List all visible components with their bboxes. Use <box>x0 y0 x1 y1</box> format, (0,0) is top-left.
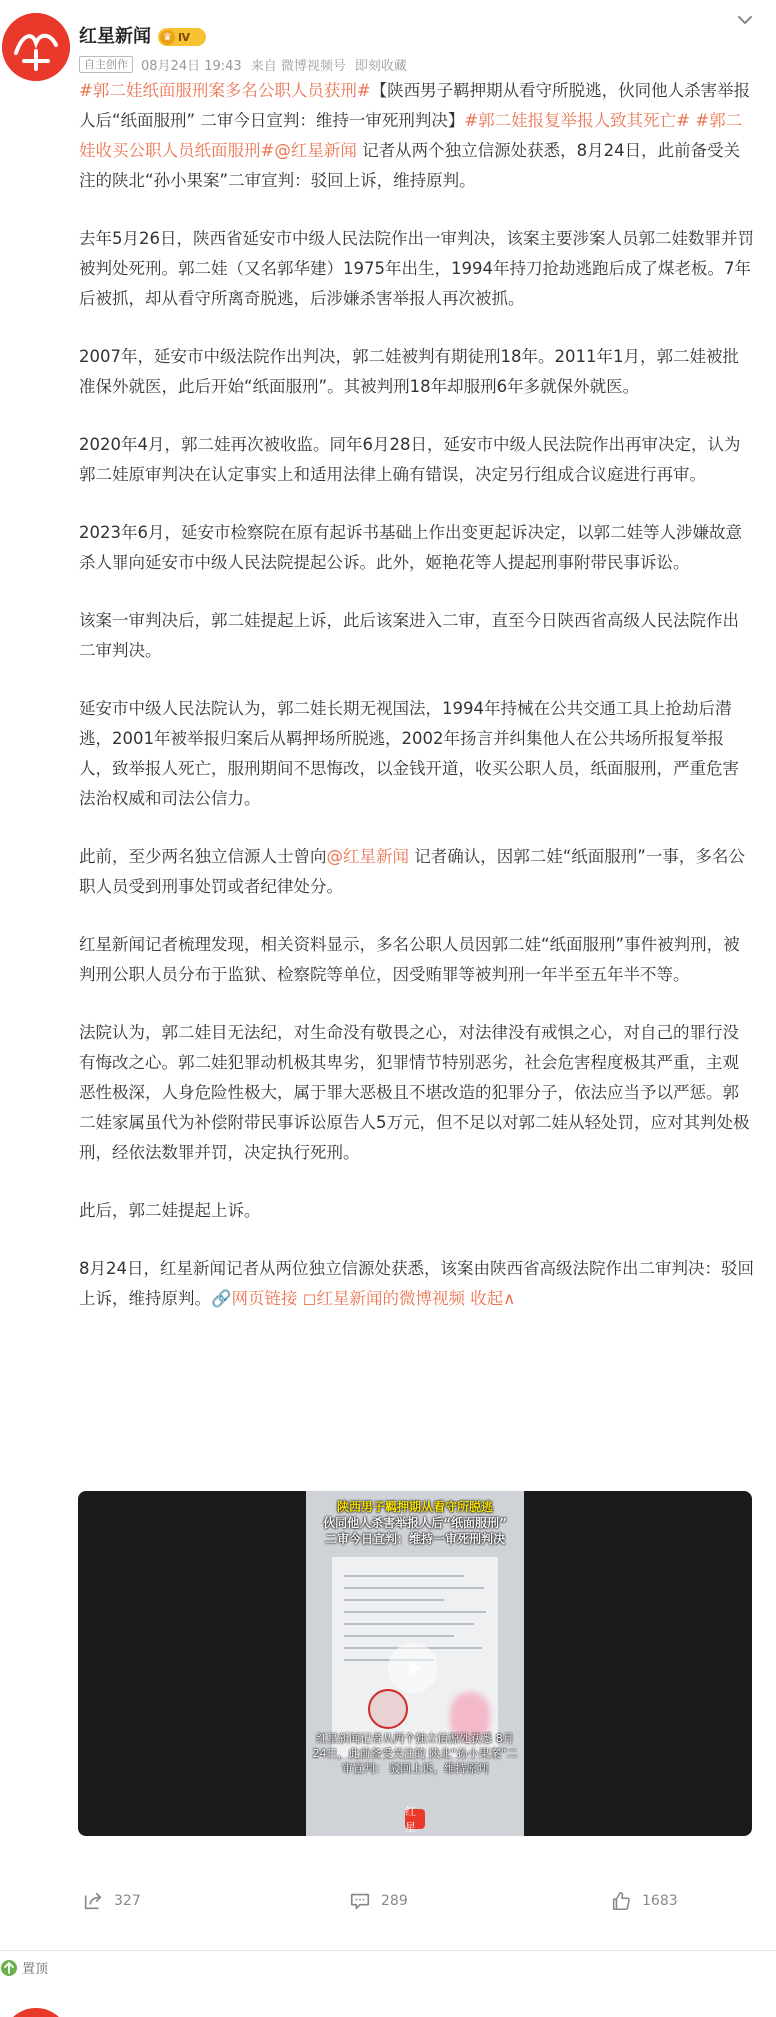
post-paragraph <box>79 694 755 814</box>
post-paragraph <box>79 1018 755 1168</box>
post-paragraph <box>79 930 755 990</box>
video-caption: 红星新闻记者从两个独立信源处获悉 8月24日，此前备受关注的 陕北“孙小果案”二审宣判： 驳回上诉，维持原判 <box>312 1732 518 1775</box>
highlight-link[interactable]: #郭二娃报复举报人致其死亡# <box>464 111 690 130</box>
paragraph-text: 记者从两个独立信源处获悉，8月24日，此前备受关注的陕北“孙小果案”二审宣判：驳回上诉，维持原判。 <box>79 141 741 190</box>
post-paragraph <box>79 430 755 490</box>
repost-count: 327 <box>114 1893 141 1909</box>
highlight-link[interactable]: @红星新闻 <box>326 847 409 866</box>
highlight-link[interactable]: 收起∧ <box>470 1289 516 1308</box>
paragraph-text: 红星新闻记者梳理发现，相关资料显示，多名公职人员因郭二娃“纸面服刑”事件被判刑，被判刑公职人员分布于监狱、检察院等单位，因受贿罪等被判刑一年半至五年半不等。 <box>79 935 740 984</box>
paragraph-text: 此前，至少两名独立信源人士曾向 <box>79 847 327 866</box>
paragraph-text: 2023年6月，延安市检察院在原有起诉书基础上作出变更起诉决定，以郭二娃等人涉嫌故意杀人罪向延安市中级人民法院提起公诉。此外，姬艳花等人提起刑事附带民事诉讼。 <box>79 523 742 572</box>
post-paragraph <box>79 606 755 666</box>
paragraph-text: 去年5月26日，陕西省延安市中级人民法院作出一审判决，该案主要涉案人员郭二娃数罪并罚被判处死刑。郭二娃（又名郭华建）1975年出生，1994年持刀抢劫逃跑后成了煤老板。7年后被抓，却从看守所离奇脱逃，后涉嫌杀害举报人再次被抓。 <box>79 229 754 308</box>
highlight-link[interactable]: @红星新闻 <box>274 141 357 160</box>
pin-icon <box>0 1959 18 1977</box>
post-paragraph <box>79 1196 755 1226</box>
hongxing-logo-icon <box>2 13 70 81</box>
paragraph-text: 法院认为，郭二娃目无法纪，对生命没有敬畏之心，对法律没有戒惧之心，对自己的罪行没有悔改之心。郭二娃犯罪动机极其卑劣，犯罪情节特别恶劣，社会危害程度极其严重，主观恶性极深，人身危险性极大，属于罪大恶极且不堪改造的犯罪分子，依法应当予以严惩。郭二娃家属虽代为补偿附带民事诉讼原告人5万元，但不足以对郭二娃从轻处罚，应对其判处极刑，经依法数罪并罚，决定执行死刑。 <box>79 1023 750 1162</box>
vip-level: Ⅳ <box>178 30 191 44</box>
court-seal <box>368 1689 408 1729</box>
paragraph-text: 记者确认，因郭二娃“纸面服刑”一事，多名公职人员受到刑事处罚或者纪律处分。 <box>79 847 745 896</box>
paragraph-text: 2007年，延安市中级法院作出判决，郭二娃被判有期徒刑18年。2011年1月，郭二娃被批准保外就医，此后开始“纸面服刑”。其被判刑18年却服刑6年多就保外就医。 <box>79 347 739 396</box>
paragraph-text: 该案一审判决后，郭二娃提起上诉，此后该案进入二审，直至今日陕西省高级人民法院作出二审判决。 <box>79 611 739 660</box>
play-icon <box>401 1656 425 1680</box>
post-content <box>79 76 755 1342</box>
video-logo: 红星 <box>405 1809 425 1829</box>
like-button[interactable] <box>610 1890 678 1912</box>
comment-icon <box>349 1890 371 1912</box>
video-player[interactable] <box>78 1491 752 1836</box>
post-paragraph <box>79 518 755 578</box>
collect-link[interactable]: 即刻收藏 <box>354 59 407 74</box>
post-paragraph <box>79 224 755 314</box>
comment-count: 289 <box>381 1893 408 1909</box>
post-time[interactable]: 08月24日 19:43 <box>141 59 242 74</box>
thumbs-up-icon <box>610 1890 632 1912</box>
crown-icon: ♛ <box>160 30 175 45</box>
video-title: 陕西男子羁押期从看守所脱逃 伙同他人杀害举报人后“纸面服刑” 二审今日宣判：维持一审死刑判决 <box>323 1500 507 1546</box>
post-paragraph <box>79 342 755 402</box>
highlight-link[interactable]: #郭二娃收买公职人员纸面服刑# <box>79 111 743 160</box>
paragraph-text: 【陕西男子羁押期从看守所脱逃，伙同他人杀害举报人后“纸面服刑” 二审今日宣判：维持一审死刑判决】 <box>79 81 751 130</box>
pin-row[interactable] <box>0 1958 48 1977</box>
post-paragraph <box>79 76 755 196</box>
play-button[interactable] <box>388 1643 438 1693</box>
comment-button[interactable] <box>349 1890 408 1912</box>
post-paragraph <box>79 1254 755 1314</box>
repost-button[interactable] <box>82 1890 141 1912</box>
post-meta <box>79 55 407 74</box>
highlight-link[interactable]: 🔗网页链接 <box>211 1289 303 1308</box>
chevron-down-icon[interactable] <box>733 8 757 32</box>
share-icon <box>82 1890 104 1912</box>
highlight-link[interactable]: ◻红星新闻的微博视频 <box>302 1289 471 1308</box>
post-client[interactable]: 来自 微博视频号 <box>250 59 346 74</box>
source-tag: 自主创作 <box>79 56 133 73</box>
paragraph-text: 延安市中级人民法院认为，郭二娃长期无视国法，1994年持械在公共交通工具上抢劫后潜逃，2001年被举报归案后从羁押场所脱逃，2002年扬言并纠集他人在公共场所报复举报人，致举报人死亡，服刑期间不思悔改，以金钱开道，收买公职人员，纸面服刑，严重危害法治权威和司法公信力。 <box>79 699 739 808</box>
paragraph-text: 2020年4月，郭二娃再次被收监。同年6月28日，延安市中级人民法院作出再审决定，认为郭二娃原审判决在认定事实上和适用法律上确有错误，决定另行组成合议庭进行再审。 <box>79 435 741 484</box>
action-bar <box>0 1890 776 1926</box>
pin-label: 置顶 <box>22 1962 49 1977</box>
paragraph-text: 8月24日，红星新闻记者从两位独立信源处获悉，该案由陕西省高级法院作出二审判决：驳回上诉，维持原判。 <box>79 1259 754 1308</box>
avatar[interactable] <box>2 13 70 81</box>
paragraph-text: 此后，郭二娃提起上诉。 <box>79 1201 261 1220</box>
post-paragraph <box>79 842 755 902</box>
vip-badge[interactable] <box>158 28 206 46</box>
user-name[interactable]: 红星新闻 <box>79 26 151 47</box>
next-post-avatar[interactable] <box>2 2008 70 2017</box>
like-count: 1683 <box>642 1893 678 1909</box>
highlight-link[interactable]: #郭二娃纸面服刑案多名公职人员获刑# <box>79 81 371 100</box>
divider <box>0 1950 776 1951</box>
video-frame <box>306 1491 524 1836</box>
